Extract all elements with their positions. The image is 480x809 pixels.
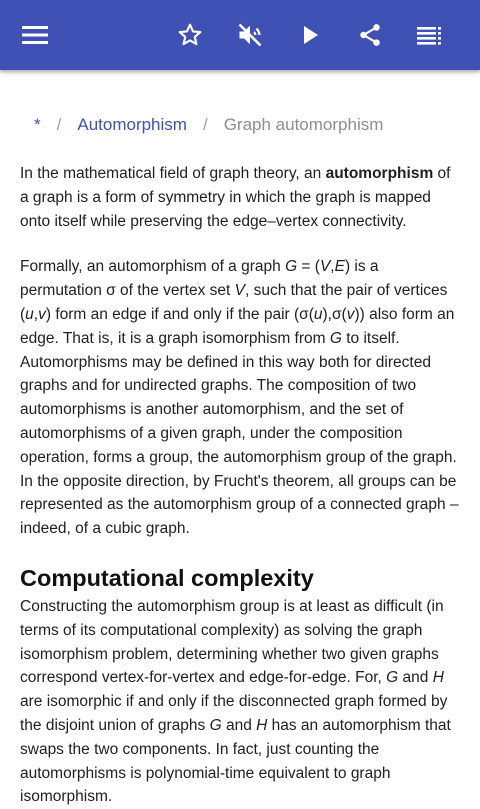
paragraph-definition: Formally, an automorphism of a graph G = (V,E) is a permutation σ of the vertex set V, such that the pair of vertices (u,v) form an edge if and only if the pair (σ(u),σ(v)) also form an edge. That is, it is a graph isomorphism from G to itself. Automorphisms may be defined in this way both for directed graphs and for undirected graphs. The composition of two automorphisms is another automorphism, and the set of automorphisms of a given graph, under the composition operation, forms a group, the automorphism group of the graph. In the opposite direction, by Frucht's theorem, all groups can be represented as the automorphism group of a connected graph – indeed, of a cubic graph. bbox=[20, 258, 459, 538]
paragraph-intro: In the mathematical field of graph theory, an automorphism of a graph is a form of symmetry in which the graph is mapped onto itself while preserving the edge–vertex connectivity. bbox=[20, 165, 451, 230]
app-toolbar bbox=[0, 0, 480, 70]
list-icon bbox=[417, 25, 443, 45]
play-icon bbox=[299, 24, 321, 46]
mute-button[interactable] bbox=[228, 13, 272, 57]
breadcrumb-current: Graph automorphism bbox=[223, 115, 384, 134]
play-button[interactable] bbox=[288, 13, 332, 57]
term-automorphism: automorphism bbox=[325, 165, 434, 182]
share-button[interactable] bbox=[348, 13, 392, 57]
bookmark-button[interactable] bbox=[168, 13, 212, 57]
breadcrumb bbox=[20, 112, 460, 138]
section-heading: Computational complexity bbox=[20, 564, 314, 591]
contents-button[interactable] bbox=[408, 13, 452, 57]
star-icon bbox=[177, 22, 203, 48]
volume-mute-icon bbox=[236, 21, 264, 49]
breadcrumb-separator: / bbox=[202, 115, 208, 134]
breadcrumb-parent-link[interactable]: Automorphism bbox=[77, 115, 187, 134]
breadcrumb-separator: / bbox=[56, 115, 62, 134]
breadcrumb-home-link[interactable]: * bbox=[34, 115, 41, 134]
menu-button[interactable] bbox=[13, 13, 57, 57]
share-icon bbox=[357, 22, 383, 48]
article-content bbox=[20, 70, 460, 809]
paragraph-complexity: Constructing the automorphism group is at least as difficult (in terms of its computational complexity) as solving the graph isomorphism problem, determining whether two given graphs correspond vertex-for-vertex and edge-for-edge. For, G and H are isomorphic if and only if the disconnected graph formed by the disjoint union of graphs G and H has an automorphism that swaps the two components. In fact, just counting the automorphisms is polynomial-time equivalent to graph isomorphism. bbox=[20, 597, 451, 806]
menu-icon bbox=[22, 25, 48, 45]
